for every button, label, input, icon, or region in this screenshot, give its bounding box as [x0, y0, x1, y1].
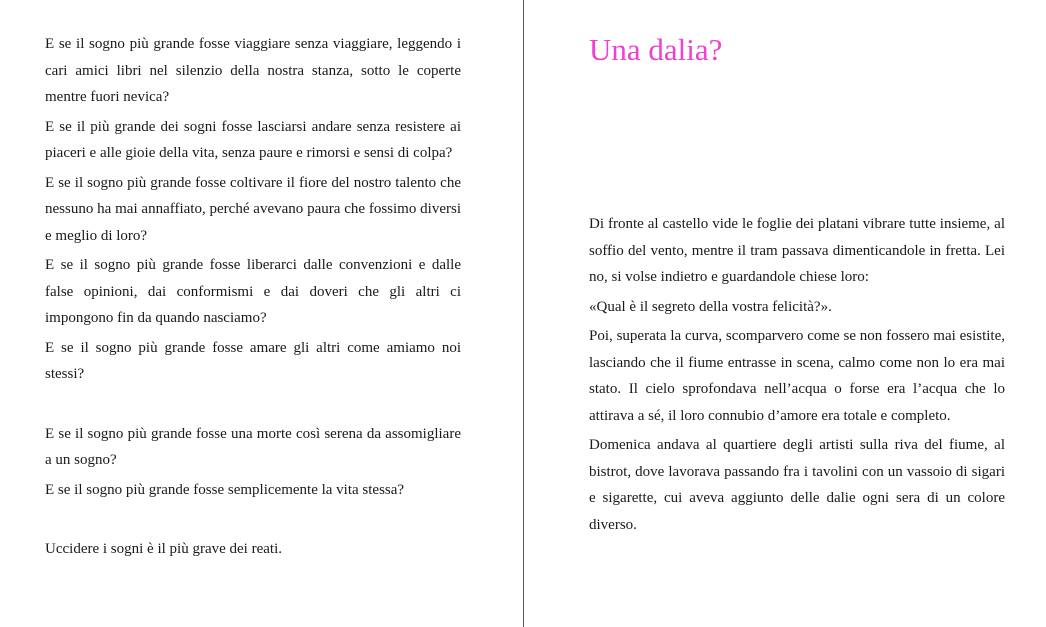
- paragraph: E se il sogno più grande fosse coltivare il fiore del nostro talento che nessuno ha mai annaffiato, perché avevano paura che fossimo diversi e meglio di loro?: [45, 174, 461, 244]
- paragraph: E se il più grande dei sogni fosse lasciarsi andare senza resistere ai piaceri e alle gioie della vita, senza paure e rimorsi e sensi di colpa?: [45, 118, 461, 161]
- paragraph: E se il sogno più grande fosse liberarci dalle convenzioni e dalle false opinioni, dai conformismi e dai doveri che gli altri ci impongono fin da quando nasciamo?: [45, 257, 461, 326]
- paragraph: E se il sogno più grande fosse viaggiare senza viaggiare, leggendo i cari amici libri nel silenzio della nostra stanza, sotto le coperte mentre fuori nevica?: [45, 36, 461, 105]
- chapter-title: Una dalia?: [589, 32, 723, 67]
- page-gutter-divider: [523, 0, 524, 627]
- paragraph: E se il sogno più grande fosse amare gli altri come amiamo noi stessi?: [45, 339, 461, 382]
- paragraph: Uccidere i sogni è il più grave dei reati.: [45, 541, 282, 557]
- right-page-text: [589, 211, 1005, 538]
- paragraph: Domenica andava al quartiere degli artisti sulla riva del fiume, al bistrot, dove lavorava passando fra i tavolini con un vassoio di sigari e sigarette, cui aveva aggiunto delle dalie ogni sera di un colore diverso.: [589, 437, 1005, 533]
- paragraph: Di fronte al castello vide le foglie dei platani vibrare tutte insieme, al soffio del vento, mentre il tram passava dimenticandole in fretta. Lei no, si volse indietro e guardandole chiese loro:: [589, 216, 1005, 285]
- paragraph: Poi, superata la curva, scomparvero come se non fossero mai esistite, lasciando che il fiume entrasse in scena, calmo come non lo era mai stato. Il cielo sprofondava nell’acqua o forse era l’acqua che lo attirava a sé, il loro connubio d’amore era totale e completo.: [589, 328, 1005, 424]
- paragraph: E se il sogno più grande fosse semplicemente la vita stessa?: [45, 481, 405, 498]
- right-page: [525, 0, 1046, 627]
- paragraph: «Qual è il segreto della vostra felicità?».: [589, 298, 832, 315]
- left-page-text: [45, 31, 461, 563]
- paragraph: E se il sogno più grande fosse una morte così serena da assomigliare a un sogno?: [45, 425, 461, 468]
